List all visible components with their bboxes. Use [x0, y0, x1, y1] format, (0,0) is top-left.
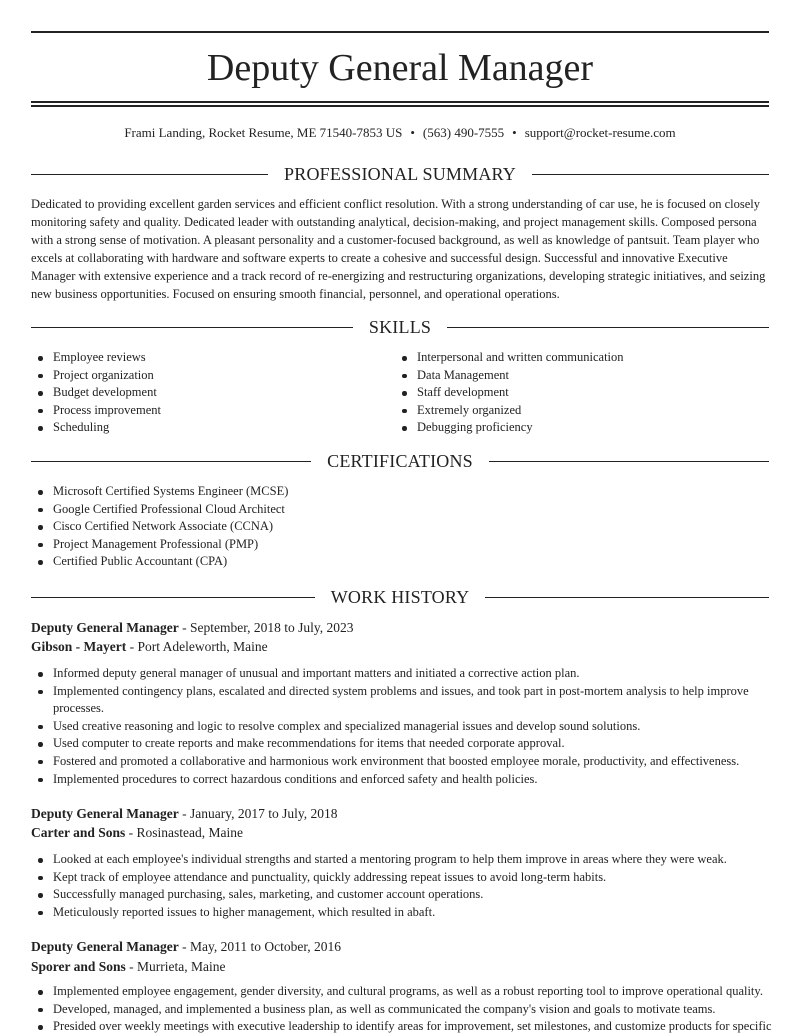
job-title: Deputy General Manager — [31, 939, 179, 954]
job-bullet: Developed, managed, and implemented a business plan, as well as communicated the company's vision and goals to motivate teams. — [31, 1001, 761, 1019]
job-bullet: Presided over weekly meetings with executive leadership to identify areas for improvement, set milestones, and customize products for specific — [31, 1018, 761, 1036]
work-heading-label: WORK HISTORY — [330, 587, 470, 607]
job-bullet: Used creative reasoning and logic to resolve complex and specialized managerial issues and develop sound solutions. — [31, 718, 751, 736]
contact-separator: • — [410, 125, 415, 140]
job-company: Gibson - Mayert — [31, 639, 127, 654]
contact-phone: (563) 490-7555 — [422, 125, 505, 140]
job-company-line — [31, 957, 226, 976]
certifications-heading — [31, 449, 769, 473]
job-location: - Rosinastead, Maine — [125, 825, 243, 840]
work-heading — [31, 585, 769, 609]
skills-list-right — [395, 349, 765, 437]
job-dates: - January, 2017 to July, 2018 — [178, 806, 338, 821]
title-rule-lower — [31, 105, 769, 107]
job-bullets — [31, 665, 751, 788]
job-dates: - May, 2011 to October, 2016 — [178, 939, 342, 954]
summary-heading — [31, 162, 769, 186]
certifications-list — [31, 483, 731, 571]
skill-item: Employee reviews — [31, 349, 391, 367]
contact-address: Frami Landing, Rocket Resume, ME 71540-7853 US — [124, 125, 403, 140]
job-bullet: Fostered and promoted a collaborative and harmonious work environment that boosted employee morale, productivity, and effectiveness. — [31, 753, 751, 771]
heading-rule — [489, 461, 769, 462]
job-bullet: Meticulously reported issues to higher management, which resulted in abaft. — [31, 904, 751, 922]
job-bullet: Implemented contingency plans, escalated and directed system problems and issues, and took part in post-mortem analysis to help improve processes. — [31, 683, 751, 718]
certification-item: Microsoft Certified Systems Engineer (MCSE) — [31, 483, 731, 501]
job-company-line — [31, 637, 268, 656]
job-location: - Murrieta, Maine — [125, 959, 226, 974]
job-company: Carter and Sons — [31, 825, 126, 840]
skill-item: Staff development — [395, 384, 765, 402]
job-bullet: Successfully managed purchasing, sales, marketing, and customer account operations. — [31, 886, 751, 904]
job-bullet: Implemented employee engagement, gender diversity, and cultural programs, as well as a robust reporting tool to improve operational quality. — [31, 983, 761, 1001]
certifications-heading-label: CERTIFICATIONS — [327, 451, 473, 471]
heading-rule — [447, 327, 769, 328]
skill-item: Interpersonal and written communication — [395, 349, 765, 367]
skill-item: Process improvement — [31, 402, 391, 420]
heading-rule — [31, 174, 268, 175]
job-bullets — [31, 851, 751, 921]
contact-separator: • — [512, 125, 517, 140]
summary-text: Dedicated to providing excellent garden services and efficient conflict resolution. With a strong understanding of car use, he is focused on closely monitoring safety and quality. Dedicated leader with outstanding analytical, decision-making, and project management skills. Composed persona with a strong sense of motivation. A pleasant personality and a customer-focused background, as well as knowledge of pantsuit. Team player who excels at collaborating with hardware and software experts to create a cohesive and successful design. Successful and innovative Executive Manager with extensive experience and a track record of re-energizing and restructuring organizations, developing strategic initiatives, and seizing new business opportunities. Focused on ensuring smooth financial, personnel, and operational operations. — [31, 197, 766, 301]
job-company-line — [31, 823, 243, 842]
heading-rule — [31, 597, 315, 598]
job-title-line — [31, 804, 337, 823]
job-bullet: Informed deputy general manager of unusual and important matters and initiated a corrective action plan. — [31, 665, 751, 683]
skill-item: Scheduling — [31, 419, 391, 437]
certification-item: Project Management Professional (PMP) — [31, 536, 731, 554]
certification-item: Certified Public Accountant (CPA) — [31, 553, 731, 571]
skill-item: Debugging proficiency — [395, 419, 765, 437]
skills-heading — [31, 315, 769, 339]
contact-line — [0, 124, 800, 142]
job-bullet: Looked at each employee's individual strengths and started a mentoring program to help them improve in areas where they were weak. — [31, 851, 751, 869]
job-title: Deputy General Manager — [31, 620, 179, 635]
certification-item: Google Certified Professional Cloud Architect — [31, 501, 731, 519]
job-title-line — [31, 937, 341, 956]
job-title-line — [31, 618, 354, 637]
job-dates: - September, 2018 to July, 2023 — [178, 620, 354, 635]
heading-rule — [485, 597, 769, 598]
heading-rule — [532, 174, 769, 175]
certification-item: Cisco Certified Network Associate (CCNA) — [31, 518, 731, 536]
skills-list-left — [31, 349, 391, 437]
job-company: Sporer and Sons — [31, 959, 126, 974]
top-rule — [31, 31, 769, 33]
skill-item: Budget development — [31, 384, 391, 402]
skill-item: Project organization — [31, 367, 391, 385]
title-rule-upper — [31, 101, 769, 103]
job-location: - Port Adeleworth, Maine — [126, 639, 268, 654]
heading-rule — [31, 461, 311, 462]
contact-email: support@rocket-resume.com — [524, 125, 676, 140]
job-title: Deputy General Manager — [31, 806, 179, 821]
job-bullets — [31, 983, 772, 1036]
resume-title: Deputy General Manager — [206, 47, 594, 89]
summary-heading-label: PROFESSIONAL SUMMARY — [284, 164, 516, 184]
job-bullet: Kept track of employee attendance and punctuality, quickly addressing repeat issues to avoid long-term habits. — [31, 869, 751, 887]
skill-item: Data Management — [395, 367, 765, 385]
skill-item: Extremely organized — [395, 402, 765, 420]
skills-heading-label: SKILLS — [368, 317, 432, 337]
job-bullet: Implemented procedures to correct hazardous conditions and enforced safety and health policies. — [31, 771, 751, 789]
heading-rule — [31, 327, 353, 328]
job-bullet: Used computer to create reports and make recommendations for items that needed corporate approval. — [31, 735, 751, 753]
